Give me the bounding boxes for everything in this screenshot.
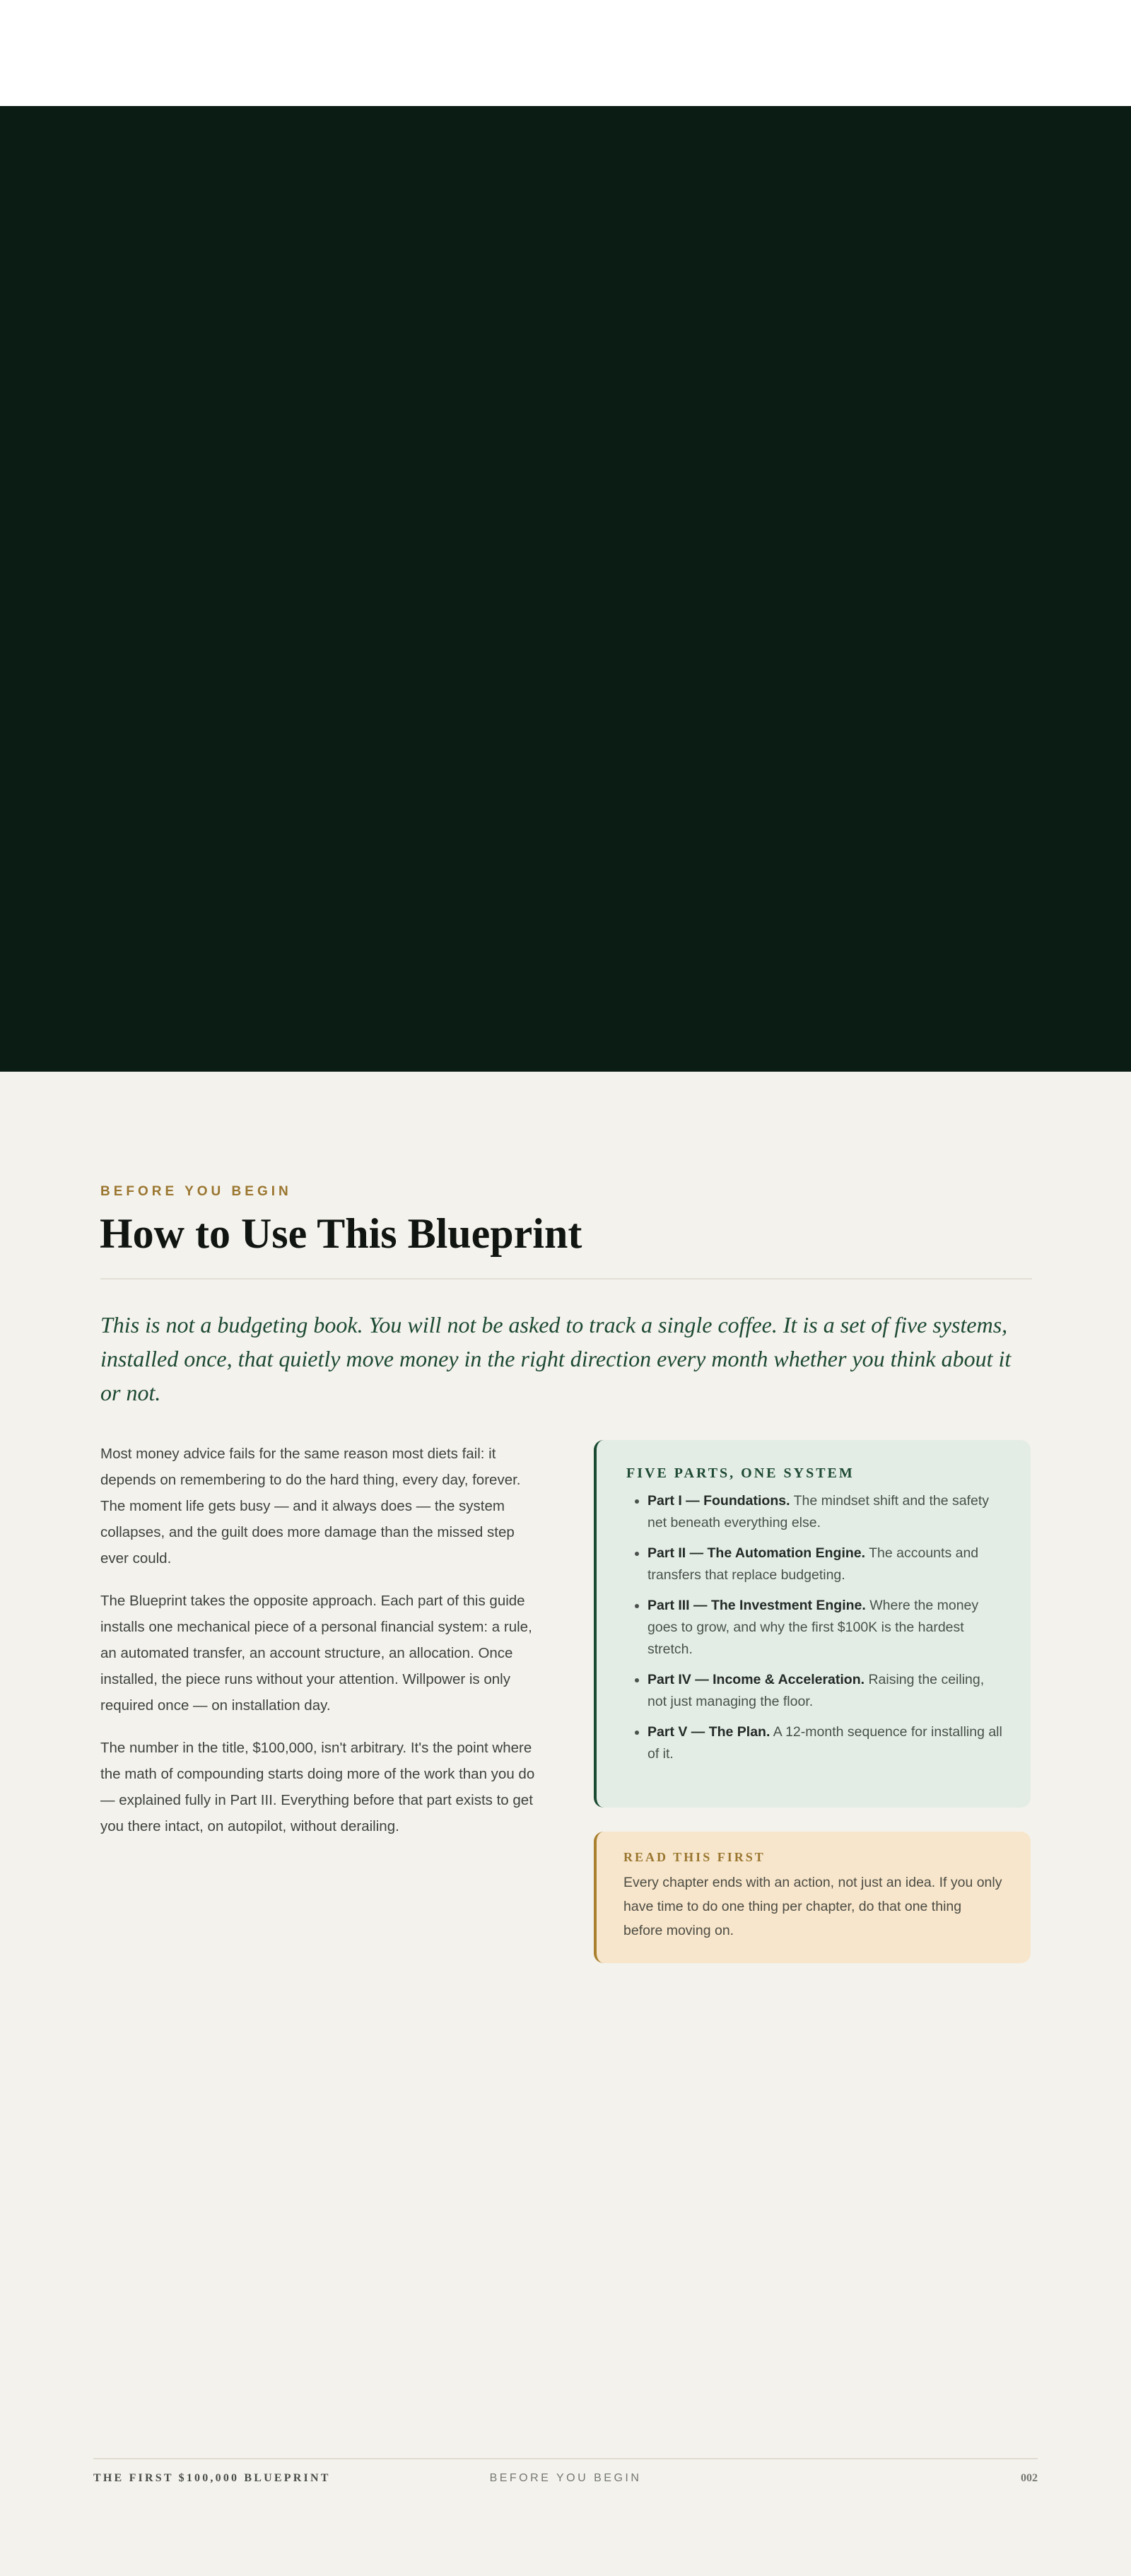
part-label: Part V — The Plan. — [647, 1724, 770, 1740]
section-eyebrow: BEFORE YOU BEGIN — [100, 1184, 292, 1199]
footer-page-number: 002 — [1021, 2472, 1038, 2484]
list-item — [647, 1542, 1002, 1586]
list-item — [647, 1595, 1002, 1661]
part-label: Part IV — Income & Acceleration. — [647, 1672, 865, 1687]
part-description: Raising the ceiling, not just managing the floor. — [647, 1672, 985, 1709]
body-paragraph-2: The Blueprint takes the opposite approach. Each part of this guide installs one mechanical piece of a personal financial system: a rule, an automated transfer, an account structure, an allocation. Once installed, the piece runs without your attention. Willpower is only required once — on installation day. — [100, 1593, 532, 1714]
lede-paragraph: This is not a budgeting book. You will not be asked to track a single coffee. It is a set of five systems, installed once, that quietly move money in the right direction every month whether you think about it or not. — [100, 1312, 1012, 1405]
part-description: Where the money goes to grow, and why the first $100K is the hardest stretch. — [647, 1598, 979, 1657]
footer-section: BEFORE YOU BEGIN — [489, 2472, 642, 2484]
read-first-heading: READ THIS FIRST — [623, 1850, 766, 1864]
body-paragraph-3: The number in the title, $100,000, isn't arbitrary. It's the point where the math of compounding starts doing more of the work than you do — explained fully in Part III. Everything before that part exists to get you there intact, on autopilot, without derailing. — [100, 1740, 535, 1834]
part-label: Part I — Foundations. — [647, 1493, 790, 1509]
title-divider — [100, 1278, 1032, 1280]
hero-image-area — [0, 106, 1131, 1072]
five-parts-heading: FIVE PARTS, ONE SYSTEM — [626, 1465, 855, 1481]
part-label: Part II — The Automation Engine. — [647, 1545, 866, 1561]
five-parts-card — [594, 1440, 1031, 1808]
footer-book-title: THE FIRST $100,000 BLUEPRINT — [93, 2472, 331, 2484]
read-first-card — [594, 1832, 1031, 1963]
read-first-text: Every chapter ends with an action, not just an idea. If you only have time to do one thing per chapter, do that one thing before moving on. — [623, 1875, 1002, 1938]
part-description: The mindset shift and the safety net beneath everything else. — [647, 1493, 989, 1530]
part-description: The accounts and transfers that replace budgeting. — [647, 1545, 979, 1583]
page-title: How to Use This Blueprint — [100, 1210, 582, 1257]
list-item — [647, 1721, 1002, 1765]
top-margin — [0, 0, 1131, 106]
footer-divider — [93, 2458, 1038, 2459]
part-label: Part III — The Investment Engine. — [647, 1598, 866, 1613]
body-column — [100, 1441, 539, 1856]
list-item — [647, 1669, 1002, 1713]
body-paragraph-1: Most money advice fails for the same reason most diets fail: it depends on remembering to do the hard thing, every day, forever. The moment life gets busy — and it always does — the system collapses, and the guilt does more damage than the missed step ever could. — [100, 1446, 521, 1567]
parts-list — [626, 1490, 1002, 1765]
list-item — [647, 1490, 1002, 1534]
part-description: A 12-month sequence for installing all of it. — [647, 1724, 1002, 1762]
